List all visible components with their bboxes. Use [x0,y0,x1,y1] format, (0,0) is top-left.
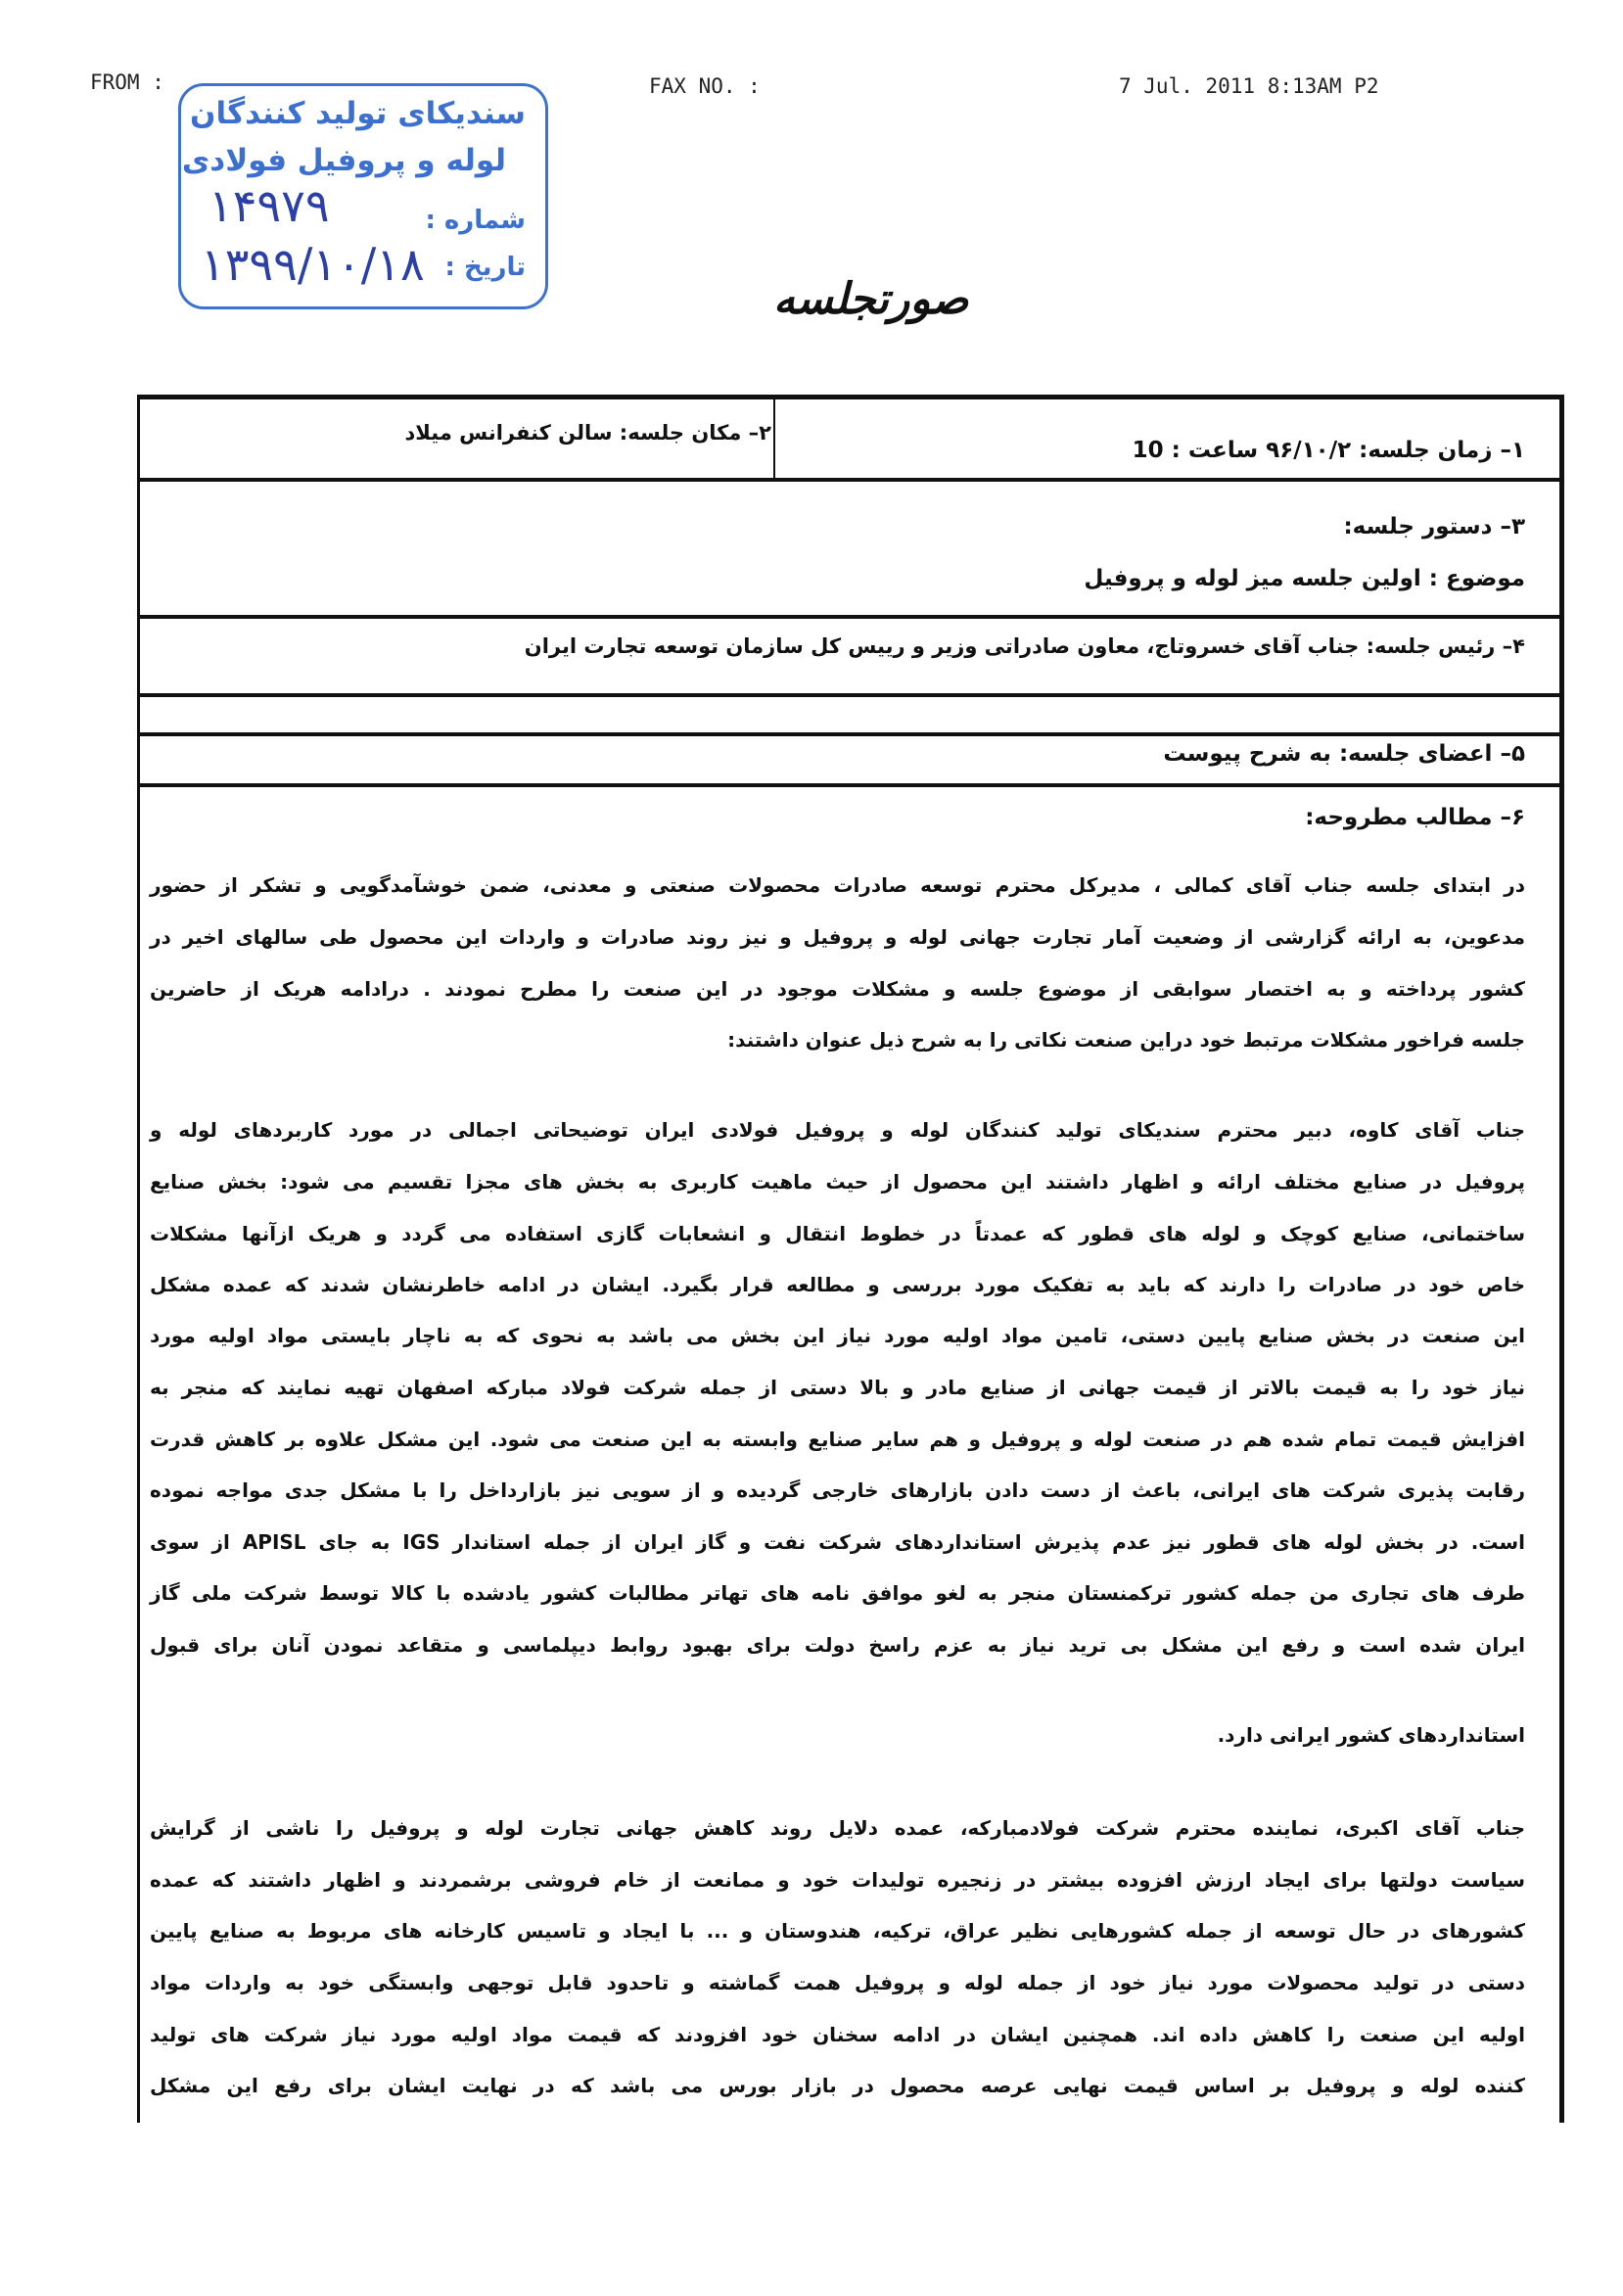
paragraph-line: سیاست دولتها برای ایجاد ارزش افزوده بیشتر در زنجیره تولیدات خود و ممانعت از خام فروشی برشمردند و اظهار داشتند که عمده [150,1868,1525,1892]
paragraph-line: نیاز خود را به قیمت بالاتر از قیمت جهانی از صنایع مادر و بالا دستی از جمله شرکت فولاد مبارکه اصفهان تهیه نمایند که منجر به [150,1376,1525,1399]
paragraph-line: در ابتدای جلسه جناب آقای کمالی ، مدیرکل محترم توسعه صادرات محصولات صنعتی و معدنی، ضمن خوشآمدگویی و تشکر از حضور [150,873,1525,897]
fax-number-label: FAX NO. : [649,74,761,98]
divider [137,783,1561,787]
document-title: صورتجلسه [773,274,969,324]
paragraph-line: جناب آقای اکبری، نماینده محترم شرکت فولادمبارکه، عمده دلایل روند کاهش جهانی تجارت لوله و پروفیل را ناشی از گرایش [150,1816,1525,1840]
paragraph-line: افزایش قیمت تمام شده هم در صنعت لوله و پروفیل و هم سایر صنایع وابسته به این صنعت می شود. این مشکل علاوه بر کاهش قدرت [150,1428,1525,1451]
divider [773,399,775,480]
fax-from-label: FROM : [90,70,164,94]
divider [137,732,1561,736]
paragraph-line: ایران شده است و رفع این مشکل بی ترید نیاز به عزم راسخ دولت برای بهبود روابط دیپلماسی و متقاعد نمودن آنان برای قبول [150,1633,1525,1657]
fax-timestamp: 7 Jul. 2011 8:13AM P2 [1119,74,1379,98]
stamp-org-line2: لوله و پروفیل فولادی [181,143,506,178]
stamp-number-value: ۱۴۹۷۹ [209,179,330,232]
meeting-place: ۲– مکان جلسه: سالن کنفرانس میلاد [404,421,771,445]
meeting-time: ۱– زمان جلسه: ۹۶/۱۰/۲ ساعت : 10 [1132,438,1525,463]
paragraph-line: اولیه این صنعت را کاهش داده اند. همچنین ایشان در ادامه سخنان خود افزودند که قیمت مواد اولیه مورد نیاز شرکت های تولید [150,2023,1525,2046]
stamp-number-label: شماره : [425,206,526,235]
paragraph-line: خاص خود در صادرات را دارند که باید به تفکیک مورد بررسی و مطالعه قرار بگیرد. ایشان در ادامه خاطرنشان شدند که عمده مشکل [150,1273,1525,1296]
paragraph-line: ساختمانی، صنایع کوچک و لوله های قطور که عمدتاً در خطوط انتقال و انشعابات گازی استفاده می گردد و هریک ازآنها مشکلات [150,1222,1525,1245]
meeting-subject: موضوع : اولین جلسه میز لوله و پروفیل [1084,566,1525,591]
paragraph-line: است. در بخش لوله های قطور نیز عدم پذیرش استانداردهای شرکت نفت و گاز ایران از جمله استاندار IGS به جای APISL از سوی [150,1530,1525,1554]
meeting-chair: ۴– رئیس جلسه: جناب آقای خسروتاج، معاون صادراتی وزیر و رییس کل سازمان توسعه تجارت ایران [524,634,1525,658]
meeting-members: ۵– اعضای جلسه: به شرح پیوست [1163,741,1525,767]
agenda-label: ۳– دستور جلسه: [1343,514,1525,539]
paragraph-line: پروفیل در صنایع مختلف ارائه و اظهار داشتند این محصول از حیث ماهیت کاربری به بخش های مجزا تقسیم می شود: بخش صنایع [150,1170,1525,1194]
paragraph-line: طرف های تجاری من جمله کشور ترکمنستان منجر به لغو موافق نامه های تهاتر مطالبات کشور یادشده با کالا توسط شرکت ملی گاز [150,1581,1525,1605]
syndicate-stamp [178,83,548,309]
paragraph-line: این صنعت در بخش صنایع پایین دستی، تامین مواد اولیه مورد نیاز این بخش می باشد به نحوی که به ناچار بایستی مواد اولیه مورد [150,1324,1525,1347]
paragraph-line: رقابت پذیری شرکت های ایرانی، باعث از دست دادن بازارهای خارجی گردیده و از سویی نیز بازارداخل را با مشکل جدی مواجه نموده [150,1478,1525,1502]
paragraph-line: کشورهای در حال توسعه از جمله کشورهایی نظیر عراق، ترکیه، هندوستان و ... با ایجاد و تاسیس کارخانه های مربوط به صنایع پایین [150,1919,1525,1943]
paragraph-line: مدعوین، به ارائه گزارشی از وضعیت آمار تجارت جهانی لوله و پروفیل و نیز روند صادرات و واردات این محصول طی سالهای اخیر در [150,925,1525,949]
divider [137,693,1561,697]
divider [137,615,1561,619]
paragraph-line: جناب آقای کاوه، دبیر محترم سندیکای تولید کنندگان لوله و پروفیل فولادی ایران توضیحاتی اجمالی در مورد کاربردهای لوله و [150,1118,1525,1142]
paragraph-line: دستی در تولید محصولات مورد نیاز خود از جمله لوله و پروفیل همت گماشته و تاحدود قابل توجهی وابستگی خود به واردات مواد [150,1971,1525,1994]
topics-label: ۶– مطالب مطروحه: [1305,805,1525,830]
stamp-date-value: ۱۳۹۹/۱۰/۱۸ [201,238,425,291]
paragraph-line: استانداردهای کشور ایرانی دارد. [1217,1723,1525,1747]
paragraph-line: جلسه فراخور مشکلات مرتبط خود دراین صنعت نکاتی را به شرح ذیل عنوان داشتند: [727,1028,1525,1052]
paragraph-line: کشور پرداخته و به اختصار سوابقی از موضوع جلسه و مشکلات موجود در این صنعت را مطرح نمودند . درادامه هریک از حاضرین [150,977,1525,1001]
stamp-date-label: تاریخ : [444,253,526,282]
divider [137,478,1561,482]
stamp-org-line1: سندیکای تولید کنندگان [190,96,526,131]
paragraph-line: کننده لوله و پروفیل بر اساس قیمت نهایی عرصه محصول در بازار بورس می باشد که در نهایت ایشان برای رفع این مشکل [150,2074,1525,2097]
